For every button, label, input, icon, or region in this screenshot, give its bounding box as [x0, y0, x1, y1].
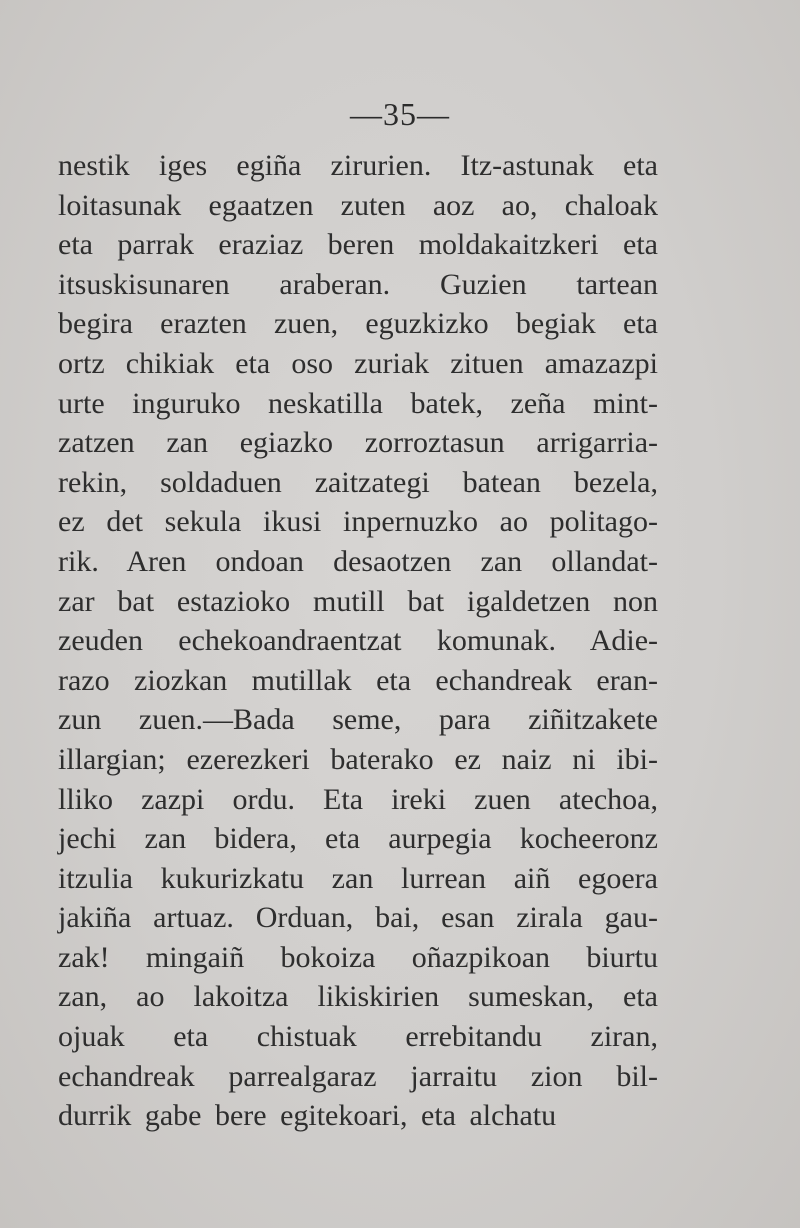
text-line: ez det sekula ikusi inpernuzko ao politago-	[58, 505, 658, 539]
text-line: rekin, soldaduen zaitzategi batean bezela,	[58, 465, 658, 499]
text-line: zeuden echekoandraentzat komunak. Adie-	[58, 624, 658, 658]
text-line: itzulia kukurizkatu zan lurrean aiñ egoera	[58, 861, 658, 895]
text-line: zan, ao lakoitza likiskirien sumeskan, eta	[58, 980, 658, 1014]
text-line: zak! mingaiñ bokoiza oñazpikoan biurtu	[58, 940, 658, 974]
text-line: begira erazten zuen, eguzkizko begiak eta	[58, 307, 658, 341]
text-line: ojuak eta chistuak errebitandu ziran,	[58, 1020, 658, 1054]
text-line: itsuskisunaren araberan. Guzien tartean	[58, 267, 658, 301]
text-line: echandreak parrealgaraz jarraitu zion bil-	[58, 1059, 658, 1093]
page-number: —35—	[350, 96, 450, 132]
text-line: nestik iges egiña zirurien. Itz-astunak eta	[58, 149, 658, 182]
text-line: zar bat estazioko mutill bat igaldetzen non	[58, 584, 658, 618]
text-line: urte inguruko neskatilla batek, zeña mint-	[58, 386, 658, 420]
text-line: jechi zan bidera, eta aurpegia kocheeronz	[58, 822, 658, 856]
text-line: eta parrak eraziaz beren moldakaitzkeri eta	[58, 228, 658, 262]
text-line: rik. Aren ondoan desaotzen zan ollandat-	[58, 544, 658, 578]
text-line: ortz chikiak eta oso zuriak zituen amazazpi	[58, 346, 658, 380]
text-line: lliko zazpi ordu. Eta ireki zuen atechoa,	[58, 782, 658, 816]
text-line: razo ziozkan mutillak eta echandreak eran-	[58, 663, 658, 697]
text-line: loitasunak egaatzen zuten aoz ao, chaloak	[58, 188, 658, 222]
text-line: zatzen zan egiazko zorroztasun arrigarria-	[58, 426, 658, 460]
body-text	[58, 146, 658, 1136]
text-line: zun zuen.—Bada seme, para ziñitzakete	[58, 703, 658, 737]
text-line: illargian; ezerezkeri baterako ez naiz ni ibi-	[58, 742, 658, 776]
text-line: jakiña artuaz. Orduan, bai, esan zirala gau-	[58, 901, 658, 935]
text-line: durrik gabe bere egitekoari, eta alchatu	[58, 1099, 557, 1133]
